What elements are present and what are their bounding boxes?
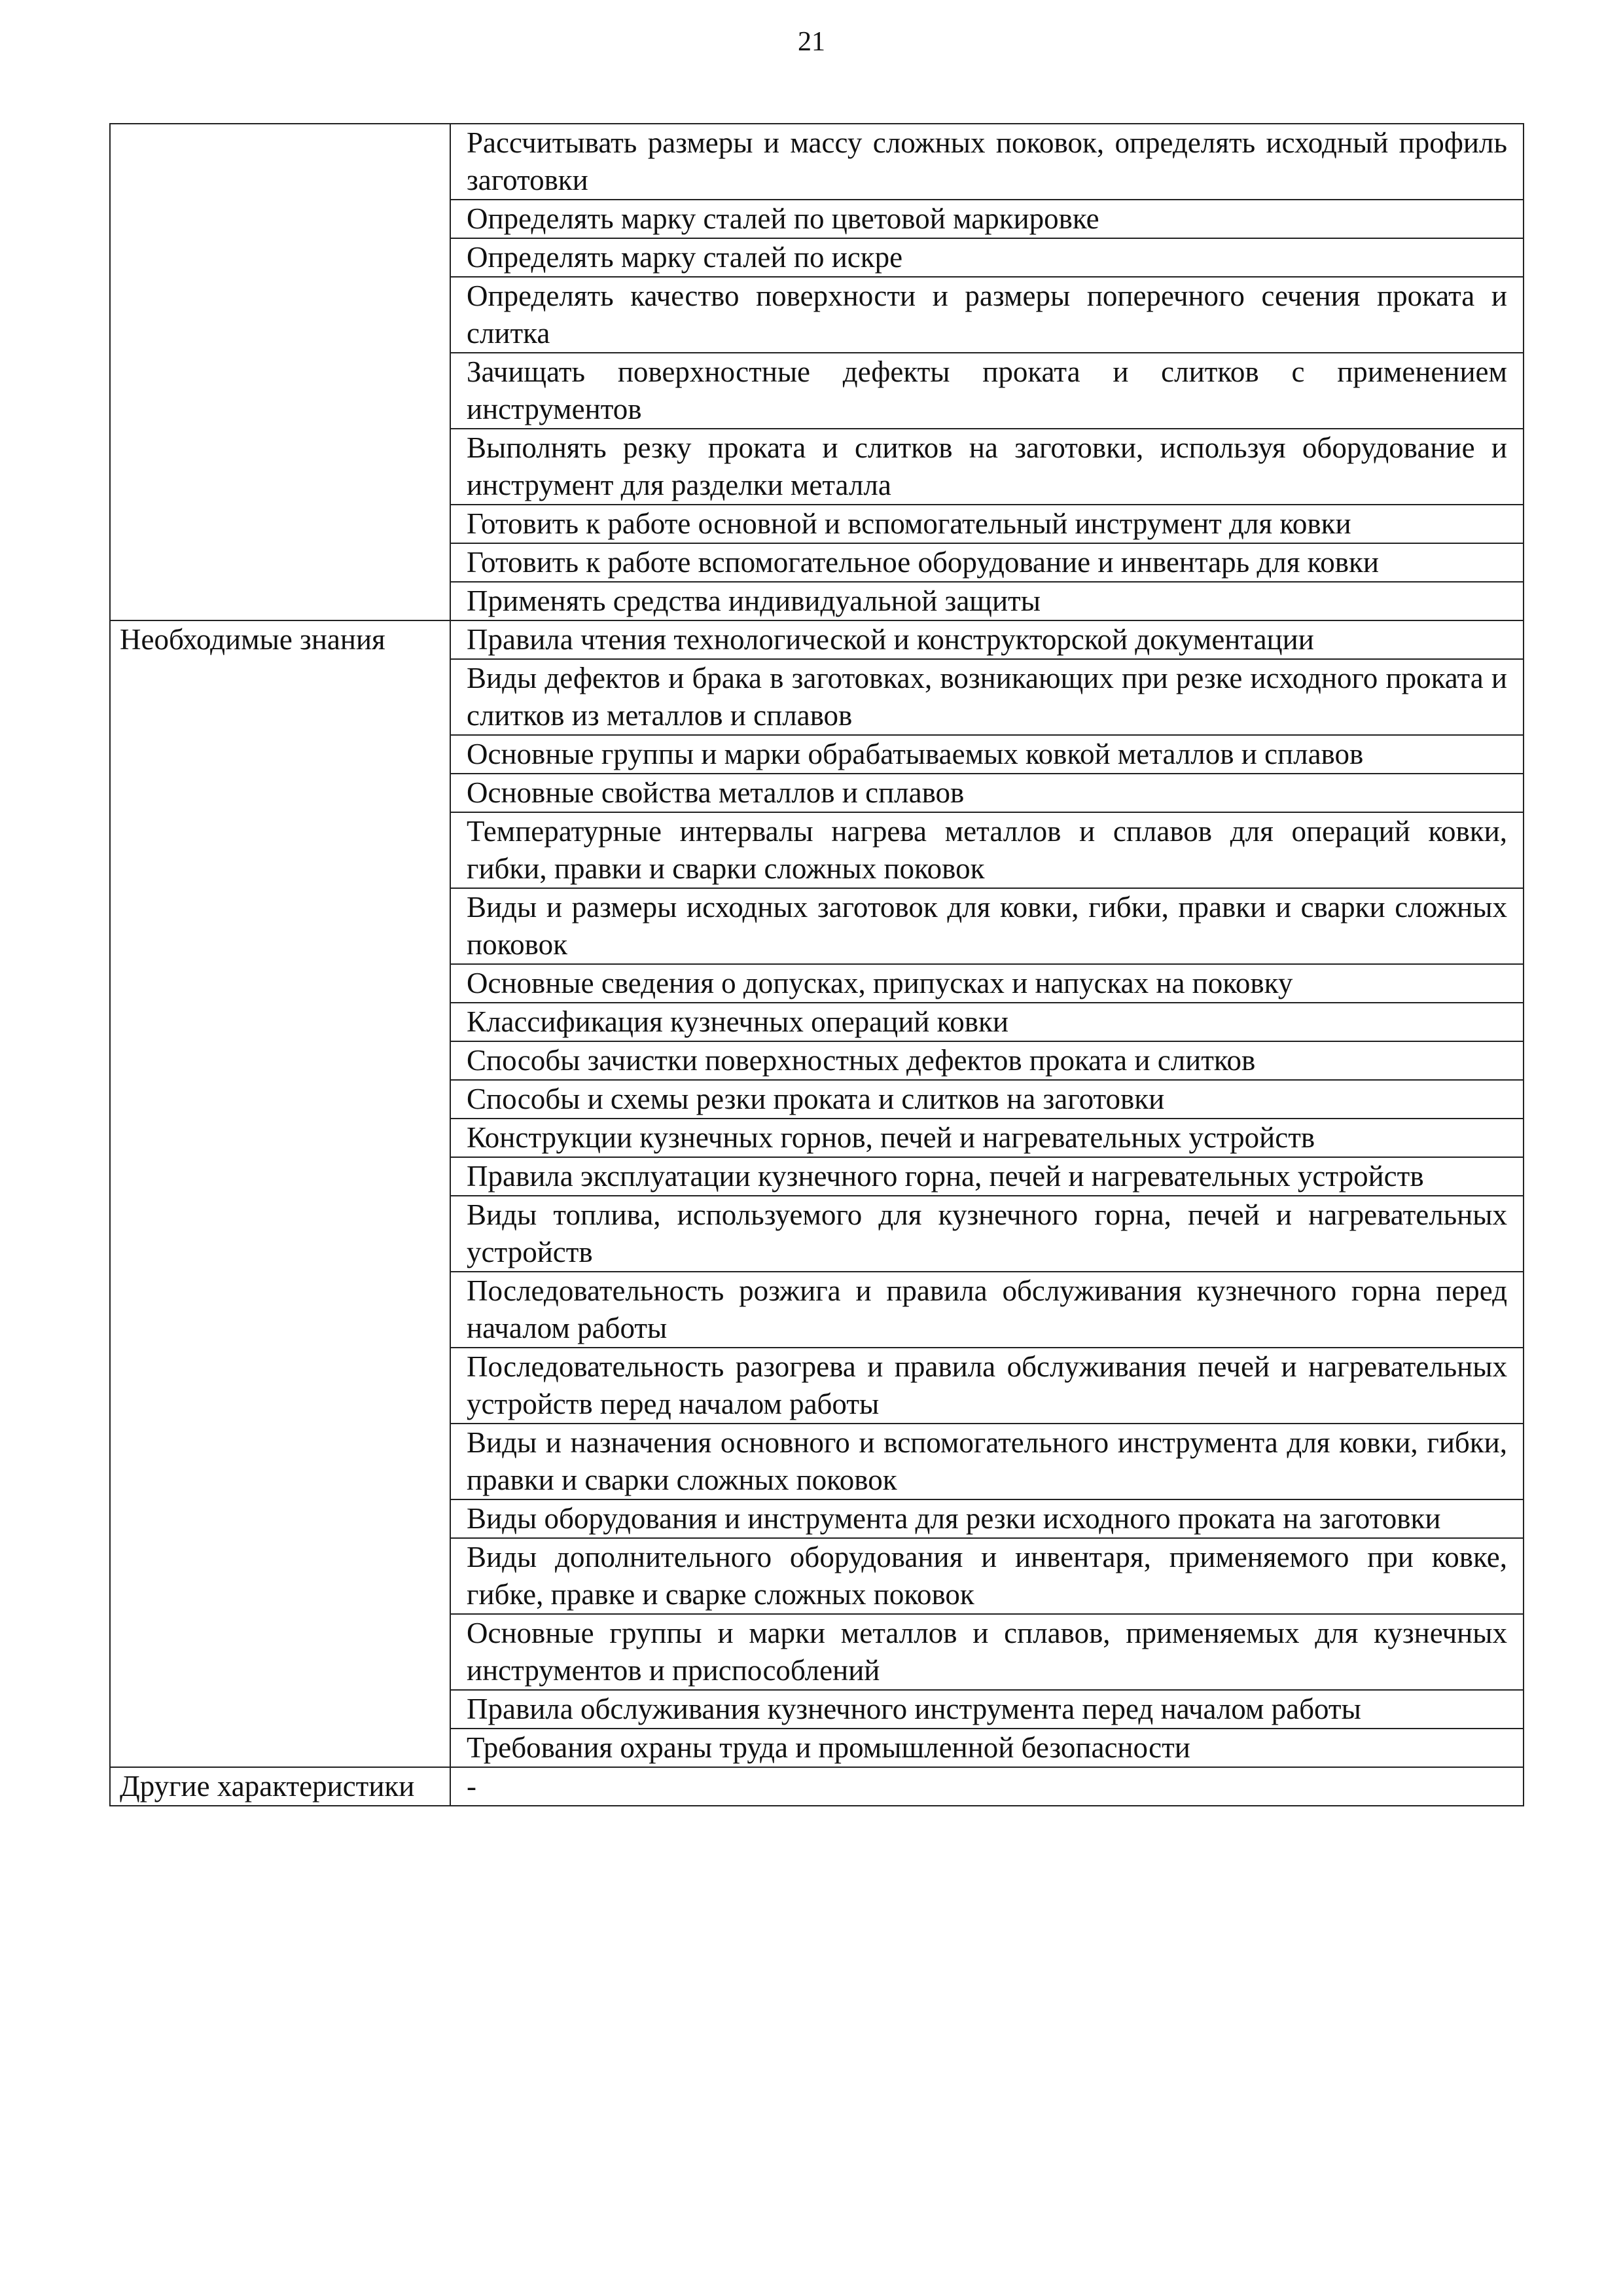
knowledge-item: Виды топлива, используемого для кузнечного горна, печей и нагревательных устройств <box>450 1196 1524 1272</box>
knowledge-item: Конструкции кузнечных горнов, печей и нагревательных устройств <box>450 1119 1524 1157</box>
knowledge-item: Основные сведения о допусках, припусках и напусках на поковку <box>450 964 1524 1003</box>
knowledge-item: Правила обслуживания кузнечного инструмента перед началом работы <box>450 1690 1524 1729</box>
table-row <box>110 1767 1524 1806</box>
skills-label-cell <box>110 124 450 620</box>
knowledge-item: Основные группы и марки металлов и сплавов, применяемых для кузнечных инструментов и приспособлений <box>450 1614 1524 1690</box>
knowledge-item: Виды и размеры исходных заготовок для ковки, гибки, правки и сварки сложных поковок <box>450 888 1524 964</box>
knowledge-item: Виды дополнительного оборудования и инвентаря, применяемого при ковке, гибке, правке и сварке сложных поковок <box>450 1538 1524 1614</box>
skill-item: Зачищать поверхностные дефекты проката и слитков с применением инструментов <box>450 353 1524 429</box>
knowledge-item: Основные свойства металлов и сплавов <box>450 774 1524 812</box>
skill-item: Определять марку сталей по искре <box>450 238 1524 277</box>
skill-item: Готовить к работе вспомогательное оборудование и инвентарь для ковки <box>450 543 1524 582</box>
table-body <box>110 124 1524 1806</box>
table-row <box>110 124 1524 200</box>
knowledge-item: Виды дефектов и брака в заготовках, возникающих при резке исходного проката и слитков из металлов и сплавов <box>450 659 1524 735</box>
knowledge-item: Основные группы и марки обрабатываемых ковкой металлов и сплавов <box>450 735 1524 774</box>
knowledge-item: Виды оборудования и инструмента для резки исходного проката на заготовки <box>450 1499 1524 1538</box>
knowledge-item: Последовательность розжига и правила обслуживания кузнечного горна перед началом работы <box>450 1272 1524 1348</box>
knowledge-item: Требования охраны труда и промышленной безопасности <box>450 1729 1524 1767</box>
knowledge-item: Способы и схемы резки проката и слитков на заготовки <box>450 1080 1524 1119</box>
skill-item: Определять марку сталей по цветовой маркировке <box>450 200 1524 238</box>
knowledge-item: Правила чтения технологической и конструкторской документации <box>450 620 1524 659</box>
skill-item: Определять качество поверхности и размеры поперечного сечения проката и слитка <box>450 277 1524 353</box>
knowledge-item: Температурные интервалы нагрева металлов и сплавов для операций ковки, гибки, правки и сварки сложных поковок <box>450 812 1524 888</box>
knowledge-label-cell: Необходимые знания <box>110 620 450 1767</box>
skill-item: Выполнять резку проката и слитков на заготовки, используя оборудование и инструмент для разделки металла <box>450 429 1524 505</box>
table-row <box>110 620 1524 659</box>
skill-item: Готовить к работе основной и вспомогательный инструмент для ковки <box>450 505 1524 543</box>
other-value-cell: - <box>450 1767 1524 1806</box>
skill-item: Применять средства индивидуальной защиты <box>450 582 1524 620</box>
knowledge-item: Классификация кузнечных операций ковки <box>450 1003 1524 1041</box>
knowledge-item: Виды и назначения основного и вспомогательного инструмента для ковки, гибки, правки и сварки сложных поковок <box>450 1424 1524 1499</box>
knowledge-item: Правила эксплуатации кузнечного горна, печей и нагревательных устройств <box>450 1157 1524 1196</box>
page-number: 21 <box>798 27 825 57</box>
qualification-table <box>109 123 1524 1806</box>
other-label-cell: Другие характеристики <box>110 1767 450 1806</box>
knowledge-item: Способы зачистки поверхностных дефектов проката и слитков <box>450 1041 1524 1080</box>
skill-item: Рассчитывать размеры и массу сложных поковок, определять исходный профиль заготовки <box>450 124 1524 200</box>
knowledge-item: Последовательность разогрева и правила обслуживания печей и нагревательных устройств перед началом работы <box>450 1348 1524 1424</box>
